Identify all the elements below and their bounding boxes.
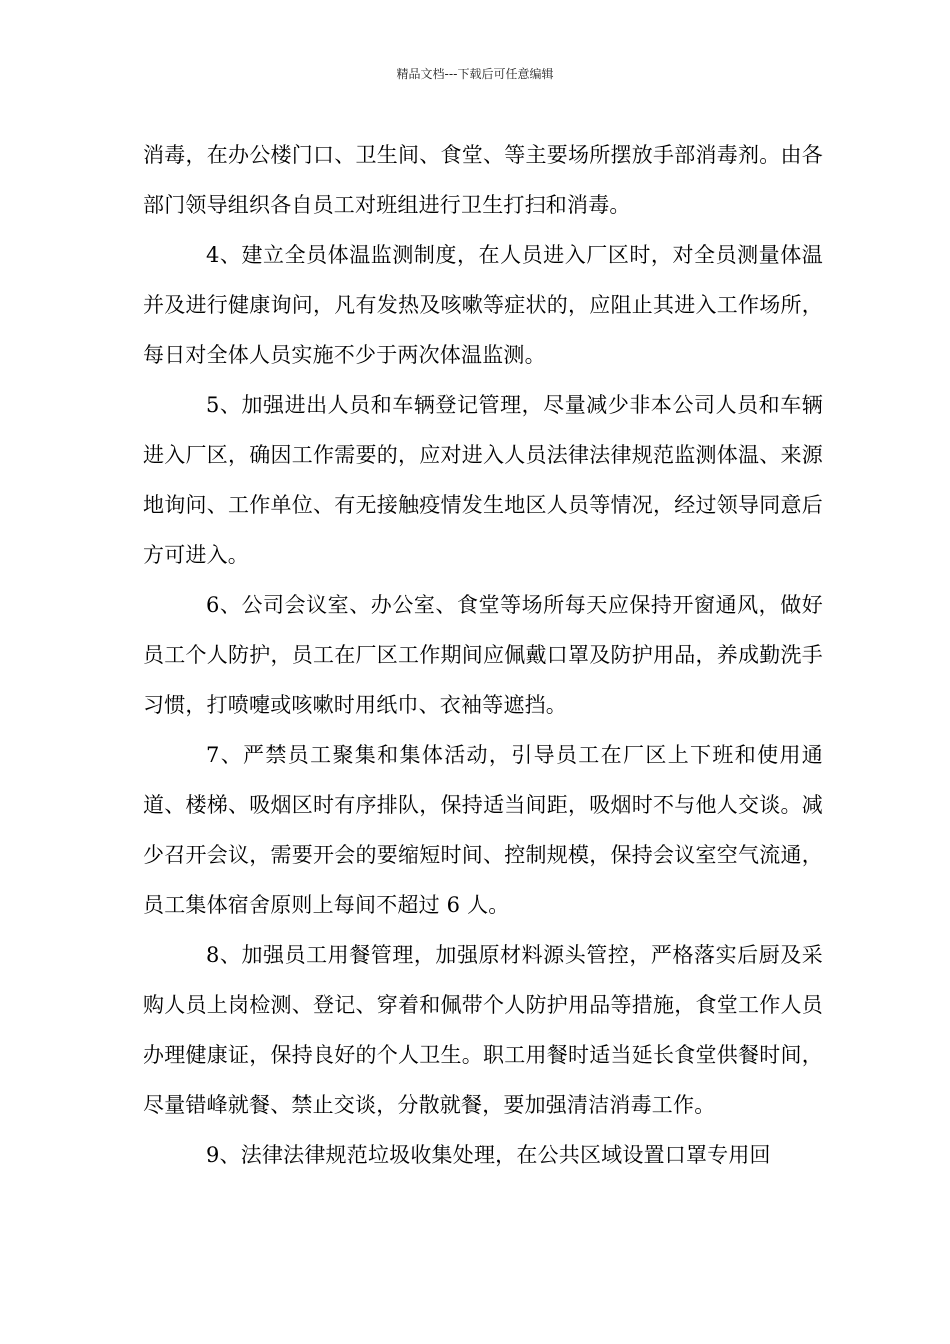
paragraph-item-4: 4、建立全员体温监测制度，在人员进入厂区时，对全员测量体温并及进行健康询问，凡有发热及咳嗽等症状的，应阻止其进入工作场所，每日对全体人员实施不少于两次体温监测。	[143, 243, 823, 367]
page-header: 精品文档---下载后可任意编辑	[396, 67, 554, 81]
paragraph-item-6: 6、公司会议室、办公室、食堂等场所每天应保持开窗通风，做好员工个人防护，员工在厂区工作期间应佩戴口罩及防护用品，养成勤洗手习惯，打喷嚏或咳嗽时用纸巾、衣袖等遮挡。	[143, 593, 823, 717]
paragraph-continuation: 消毒，在办公楼门口、卫生间、食堂、等主要场所摆放手部消毒剂。由各部门领导组织各自员工对班组进行卫生打扫和消毒。	[143, 143, 823, 217]
paragraph-item-5: 5、加强进出人员和车辆登记管理，尽量减少非本公司人员和车辆进入厂区，确因工作需要的，应对进入人员法律法律规范监测体温、来源地询问、工作单位、有无接触疫情发生地区人员等情况，经过领导同意后方可进入。	[143, 393, 823, 567]
paragraph-item-8: 8、加强员工用餐管理，加强原材料源头管控，严格落实后厨及采购人员上岗检测、登记、穿着和佩带个人防护用品等措施，食堂工作人员办理健康证，保持良好的个人卫生。职工用餐时适当延长食堂供餐时间，尽量错峰就餐、禁止交谈，分散就餐，要加强清洁消毒工作。	[143, 943, 823, 1117]
paragraph-item-9: 9、法律法律规范垃圾收集处理，在公共区域设置口罩专用回	[206, 1143, 771, 1167]
document-body	[143, 130, 823, 1180]
paragraph-item-7: 7、严禁员工聚集和集体活动，引导员工在厂区上下班和使用通道、楼梯、吸烟区时有序排队，保持适当间距，吸烟时不与他人交谈。减少召开会议，需要开会的要缩短时间、控制规模，保持会议室空气流通，员工集体宿舍原则上每间不超过 6 人。	[143, 743, 823, 917]
